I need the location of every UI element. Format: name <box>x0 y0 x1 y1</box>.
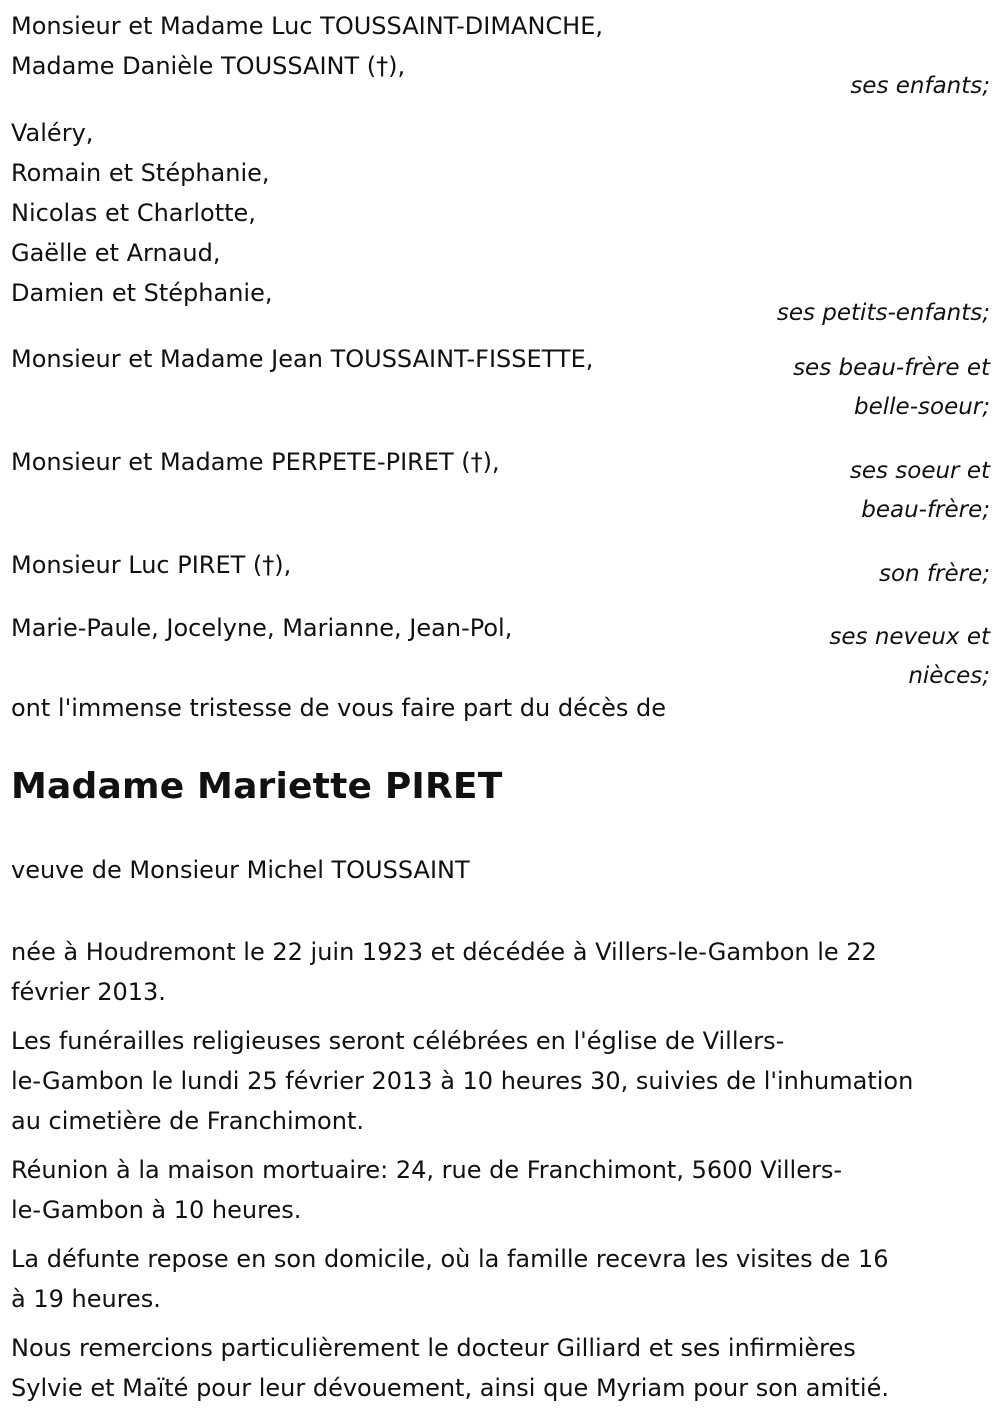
thanks-line-1: Nous remercions particulièrement le docteur Gilliard et ses infirmières <box>11 1334 856 1362</box>
thanks-paragraph <box>11 1328 990 1408</box>
announcement-text: ont l'immense tristesse de vous faire part du décès de <box>11 694 666 722</box>
children-relation: ses enfants; <box>850 73 990 99</box>
meeting-line-2: le-Gambon à 10 heures. <box>11 1196 302 1224</box>
brother-member: Monsieur Luc PIRET (†), <box>11 551 292 579</box>
widow-of-text: veuve de Monsieur Michel TOUSSAINT <box>11 856 470 884</box>
birth-death-line-1: née à Houdremont le 22 juin 1923 et décédée à Villers-le-Gambon le 22 <box>11 938 877 966</box>
grandchild-4: Gaëlle et Arnaud, <box>11 239 221 267</box>
grandchild-5: Damien et Stéphanie, <box>11 279 273 307</box>
birth-death-paragraph <box>11 932 990 1012</box>
children-member-2: Madame Danièle TOUSSAINT (†), <box>11 52 406 80</box>
meeting-paragraph <box>11 1150 990 1230</box>
nephews-member: Marie-Paule, Jocelyne, Marianne, Jean-Pol, <box>11 614 513 642</box>
birth-death-line-2: février 2013. <box>11 978 166 1006</box>
deceased-name: Madame Mariette PIRET <box>11 766 503 807</box>
grandchildren-relation: ses petits-enfants; <box>776 300 990 326</box>
grandchild-1: Valéry, <box>11 119 94 147</box>
grandchild-2: Romain et Stéphanie, <box>11 159 270 187</box>
nephews-relation <box>730 618 990 696</box>
grandchild-3: Nicolas et Charlotte, <box>11 199 256 227</box>
brother-relation-wrap <box>730 555 990 594</box>
funeral-paragraph <box>11 1021 990 1141</box>
visits-line-1: La défunte repose en son domicile, où la famille recevra les visites de 16 <box>11 1245 889 1273</box>
sister-relation-line-1: ses soeur et <box>849 458 990 484</box>
nephews-relation-line-1: ses neveux et <box>829 624 990 650</box>
in-laws-group <box>11 339 990 442</box>
visits-paragraph <box>11 1239 990 1319</box>
thanks-line-2: Sylvie et Maïté pour leur dévouement, ainsi que Myriam pour son amitié. <box>11 1374 889 1402</box>
in-laws-member: Monsieur et Madame Jean TOUSSAINT-FISSETTE, <box>11 345 594 373</box>
funeral-line-2: le-Gambon le lundi 25 février 2013 à 10 heures 30, suivies de l'inhumation <box>11 1067 914 1095</box>
in-laws-relation-line-1: ses beau-frère et <box>793 355 990 381</box>
in-laws-relation-line-2: belle-soeur; <box>854 394 990 420</box>
brother-relation: son frère; <box>878 561 990 587</box>
grandchildren-group <box>11 113 990 333</box>
sister-group <box>11 442 990 545</box>
visits-line-2: à 19 heures. <box>11 1285 161 1313</box>
funeral-line-3: au cimetière de Franchimont. <box>11 1107 364 1135</box>
sister-member: Monsieur et Madame PERPETE-PIRET (†), <box>11 448 500 476</box>
funeral-line-1: Les funérailles religieuses seront célébrées en l'église de Villers- <box>11 1027 785 1055</box>
brother-group <box>11 545 990 608</box>
nephews-relation-line-2: nièces; <box>908 663 990 689</box>
sister-relation <box>730 452 990 530</box>
meeting-line-1: Réunion à la maison mortuaire: 24, rue de Franchimont, 5600 Villers- <box>11 1156 842 1184</box>
children-group <box>11 0 990 106</box>
sister-relation-line-2: beau-frère; <box>861 497 990 523</box>
nephews-group <box>11 608 990 726</box>
children-member-1: Monsieur et Madame Luc TOUSSAINT-DIMANCHE, <box>11 12 603 40</box>
obituary-notice <box>11 0 990 1408</box>
in-laws-relation <box>730 349 990 427</box>
